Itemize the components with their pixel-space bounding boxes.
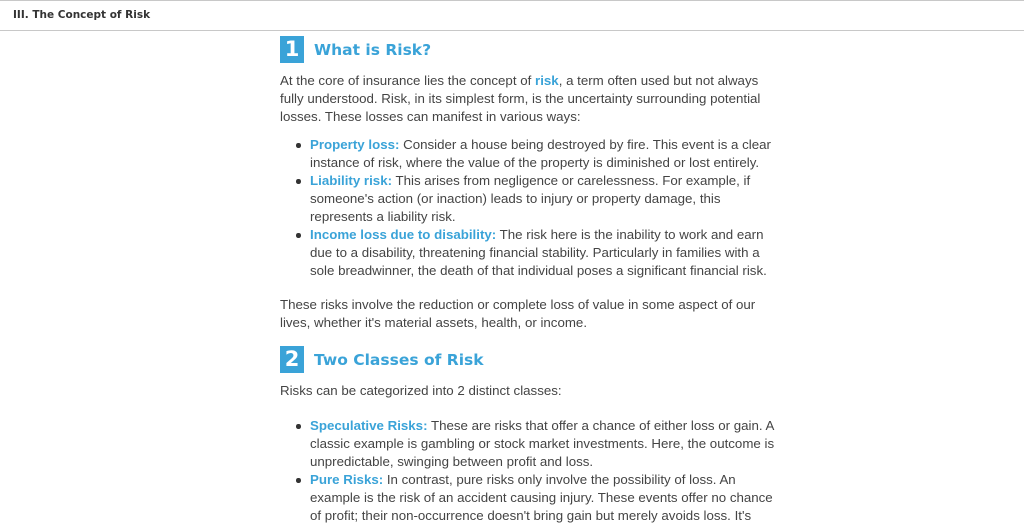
list-item-text: The risk here is the inability to work and earn due to a disability, threatening financial stability. Particularly in families with a sole breadwinner, the death of that individual poses a significant financial risk.: [310, 227, 767, 278]
page-title: III. The Concept of Risk: [13, 9, 151, 21]
list-item-text: Consider a house being destroyed by fire. This event is a clear instance of risk, where the value of the property is diminished or lost entirely.: [310, 137, 771, 170]
list-item-label: Income loss due to disability:: [310, 227, 497, 242]
top-bar: [0, 0, 1024, 31]
list-item-text: In contrast, pure risks only involve the possibility of loss. An example is the risk of an accident causing injury. These events offer no chance of profit; their non-occurrence doesn't bring gain but merely avoids loss. It's: [310, 472, 773, 523]
list-item: [310, 172, 780, 226]
list-item-text: This arises from negligence or carelessness. For example, if someone's action (or inaction) leads to injury or property damage, this represents a liability risk.: [310, 173, 751, 224]
article-content: [280, 36, 780, 525]
list-item: [310, 471, 780, 525]
list-item-label: Property loss:: [310, 137, 400, 152]
section-1-intro: At the core of insurance lies the concept of risk, a term often used but not always fully understood. Risk, in its simplest form, is the uncertainty surrounding potential losses. These losses can manifest in various ways:: [280, 73, 761, 124]
section-title: Two Classes of Risk: [314, 350, 484, 369]
section-1-closing: These risks involve the reduction or complete loss of value in some aspect of our lives, whether it's material assets, health, or income.: [280, 297, 756, 330]
section-title: What is Risk?: [314, 40, 432, 59]
section-2-heading: [280, 346, 780, 373]
list-item: [310, 226, 780, 280]
section-number-badge: 2: [280, 346, 304, 373]
section-1-heading: [280, 36, 780, 63]
risk-classes-list: [280, 417, 780, 525]
list-item-label: Pure Risks:: [310, 472, 384, 487]
loss-types-list: [280, 136, 780, 280]
list-item: [310, 136, 780, 172]
list-item-text: These are risks that offer a chance of either loss or gain. A classic example is gambling or stock market investments. Here, the outcome is unpredictable, swinging between profit and loss.: [310, 418, 775, 469]
section-number-badge: 1: [280, 36, 304, 63]
list-item: [310, 417, 780, 471]
risk-keyword-link[interactable]: risk: [535, 73, 559, 88]
section-2-intro: Risks can be categorized into 2 distinct classes:: [280, 383, 562, 398]
list-item-label: Speculative Risks:: [310, 418, 428, 433]
list-item-label: Liability risk:: [310, 173, 393, 188]
